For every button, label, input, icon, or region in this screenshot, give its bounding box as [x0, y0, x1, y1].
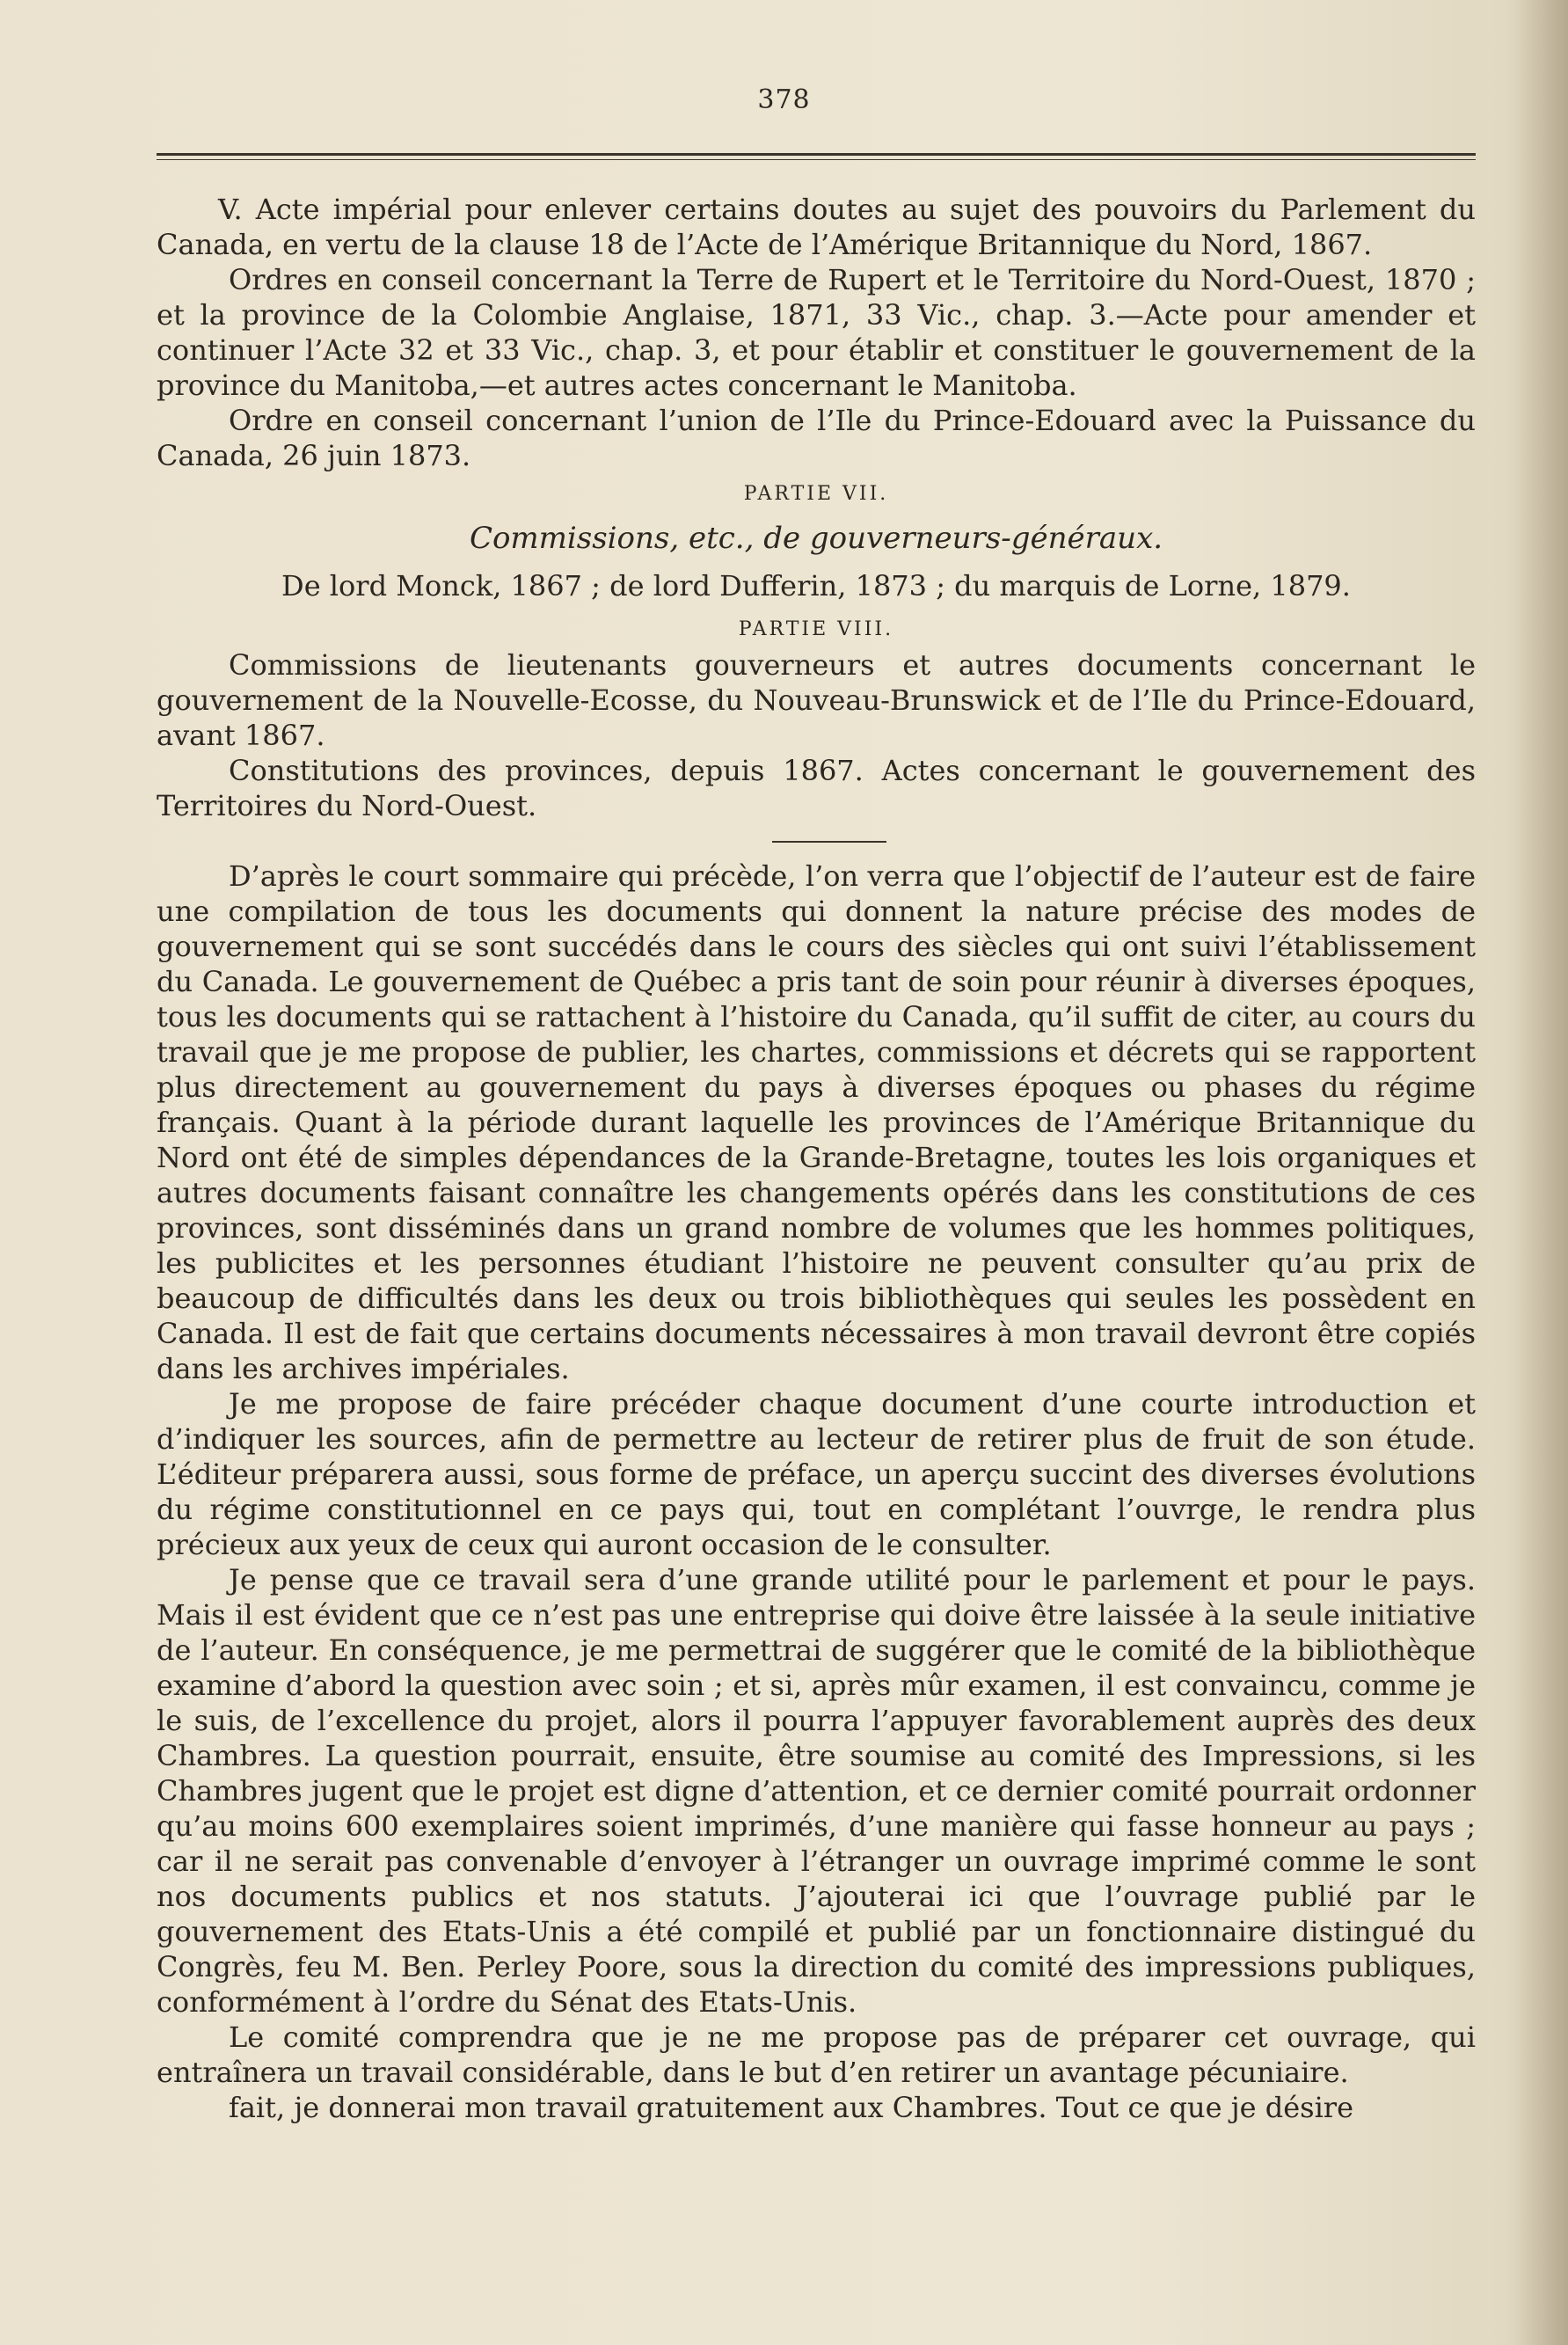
page-number: 378: [757, 84, 811, 115]
book-gutter-shadow: [1515, 0, 1568, 2345]
paragraph-acte-imperial: V. Acte impérial pour enlever certains doutes au sujet des pouvoirs du Parlement du Canada, en vertu de la clause 18 de l’Acte de l’Amérique Britannique du Nord, 1867.: [157, 193, 1476, 261]
body-paragraph-introduction: Je me propose de faire précéder chaque document d’une courte introduction et d’indiquer les sources, afin de permettre au lecteur de retirer plus de fruit de son étude. L’éditeur préparera aussi, sous forme de préface, un aperçu succint des diverses évolutions du régime constitutionnel en ce pays qui, tout en complétant l’ouvrge, le rendra plus précieux aux yeux de ceux qui auront occasion de le consulter.: [157, 1387, 1476, 1561]
body-paragraph-sommaire: D’après le court sommaire qui précède, l’on verra que l’objectif de l’auteur est de faire une compilation de tous les documents qui donnent la nature précise des modes de gouvernement qui se sont succédés dans le cours des siècles qui ont suivi l’établissement du Canada. Le gouvernement de Québec a pris tant de soin pour réunir à diverses époques, tous les documents qui se rattachent à l’histoire du Canada, qu’il suffit de citer, au cours du travail que je me propose de publier, les chartes, commissions et décrets qui se rapportent plus directement au gouvernement du pays à diverses époques ou phases du régime français. Quant à la période durant laquelle les provinces de l’Amérique Britannique du Nord ont été de simples dépendances de la Grande-Bretagne, toutes les lois organiques et autres documents faisant connaître les changements opérés dans les constitutions de ces provinces, sont disséminés dans un grand nombre de volumes que les hommes politiques, les publicites et les personnes étudiant l’histoire ne peuvent consulter qu’au prix de beaucoup de difficultés dans les deux ou trois bibliothèques qui seules les possèdent en Canada. Il est de fait que certains documents nécessaires à mon travail devront être copiés dans les archives impériales.: [157, 859, 1476, 1385]
paragraph-ordre-ile-prince-edouard: Ordre en conseil concernant l’union de l’Ile du Prince-Edouard avec la Puissance du Canada, 26 juin 1873.: [157, 404, 1476, 472]
part-viii-heading: PARTIE VIII.: [738, 618, 894, 640]
section-divider: [772, 841, 886, 843]
part-vii-heading: PARTIE VII.: [743, 483, 889, 505]
body-paragraph-comite: Le comité comprendra que je ne me propose pas de préparer cet ouvrage, qui entraînera un travail considérable, dans le but d’en retirer un avantage pécuniaire.: [157, 2020, 1476, 2089]
page-body: [157, 192, 1476, 2125]
header-double-rule: [157, 153, 1476, 160]
part-vii-text: De lord Monck, 1867 ; de lord Dufferin, 1873 ; du marquis de Lorne, 1879.: [281, 569, 1351, 603]
body-paragraph-utilite: Je pense que ce travail sera d’une grande utilité pour le parlement et pour le pays. Mais il est évident que ce n’est pas une entreprise qui doive être laissée à la seule initiative de l’auteur. En conséquence, je me permettrai de suggérer que le comité de la bibliothèque examine d’abord la question avec soin ; et si, après mûr examen, il est convaincu, comme je le suis, de l’excellence du projet, alors il pourra l’appuyer favorablement auprès des deux Chambres. La question pourrait, ensuite, être soumise au comité des Impressions, si les Chambres jugent que le projet est digne d’attention, et ce dernier comité pourrait ordonner qu’au moins 600 exemplaires soient imprimés, d’une manière qui fasse honneur au pays ; car il ne serait pas convenable d’envoyer à l’étranger un ouvrage imprimé comme le sont nos documents publics et nos statuts. J’ajouterai ici que l’ouvrage publié par le gouvernement des Etats-Unis a été compilé et publié par un fonctionnaire distingué du Congrès, feu M. Ben. Perley Poore, sous la direction du comité des impressions publiques, conformément à l’ordre du Sénat des Etats-Unis.: [157, 1563, 1476, 2019]
part-viii-paragraph-constitutions: Constitutions des provinces, depuis 1867. Actes concernant le gouvernement des Territoires du Nord-Ouest.: [157, 754, 1476, 822]
body-paragraph-gratuit: fait, je donnerai mon travail gratuitement aux Chambres. Tout ce que je désire: [229, 2091, 1354, 2124]
part-viii-paragraph-commissions: Commissions de lieutenants gouverneurs et autres documents concernant le gouvernement de la Nouvelle-Ecosse, du Nouveau-Brunswick et de l’Ile du Prince-Edouard, avant 1867.: [157, 648, 1476, 752]
part-vii-subheading: Commissions, etc., de gouverneurs-généraux.: [469, 521, 1163, 556]
paragraph-ordres-en-conseil: Ordres en conseil concernant la Terre de Rupert et le Territoire du Nord-Ouest, 1870 ; et la province de la Colombie Anglaise, 1871, 33 Vic., chap. 3.—Acte pour amender et continuer l’Acte 32 et 33 Vic., chap. 3, et pour établir et constituer le gouvernement de la province du Manitoba,—et autres actes concernant le Manitoba.: [157, 263, 1476, 402]
